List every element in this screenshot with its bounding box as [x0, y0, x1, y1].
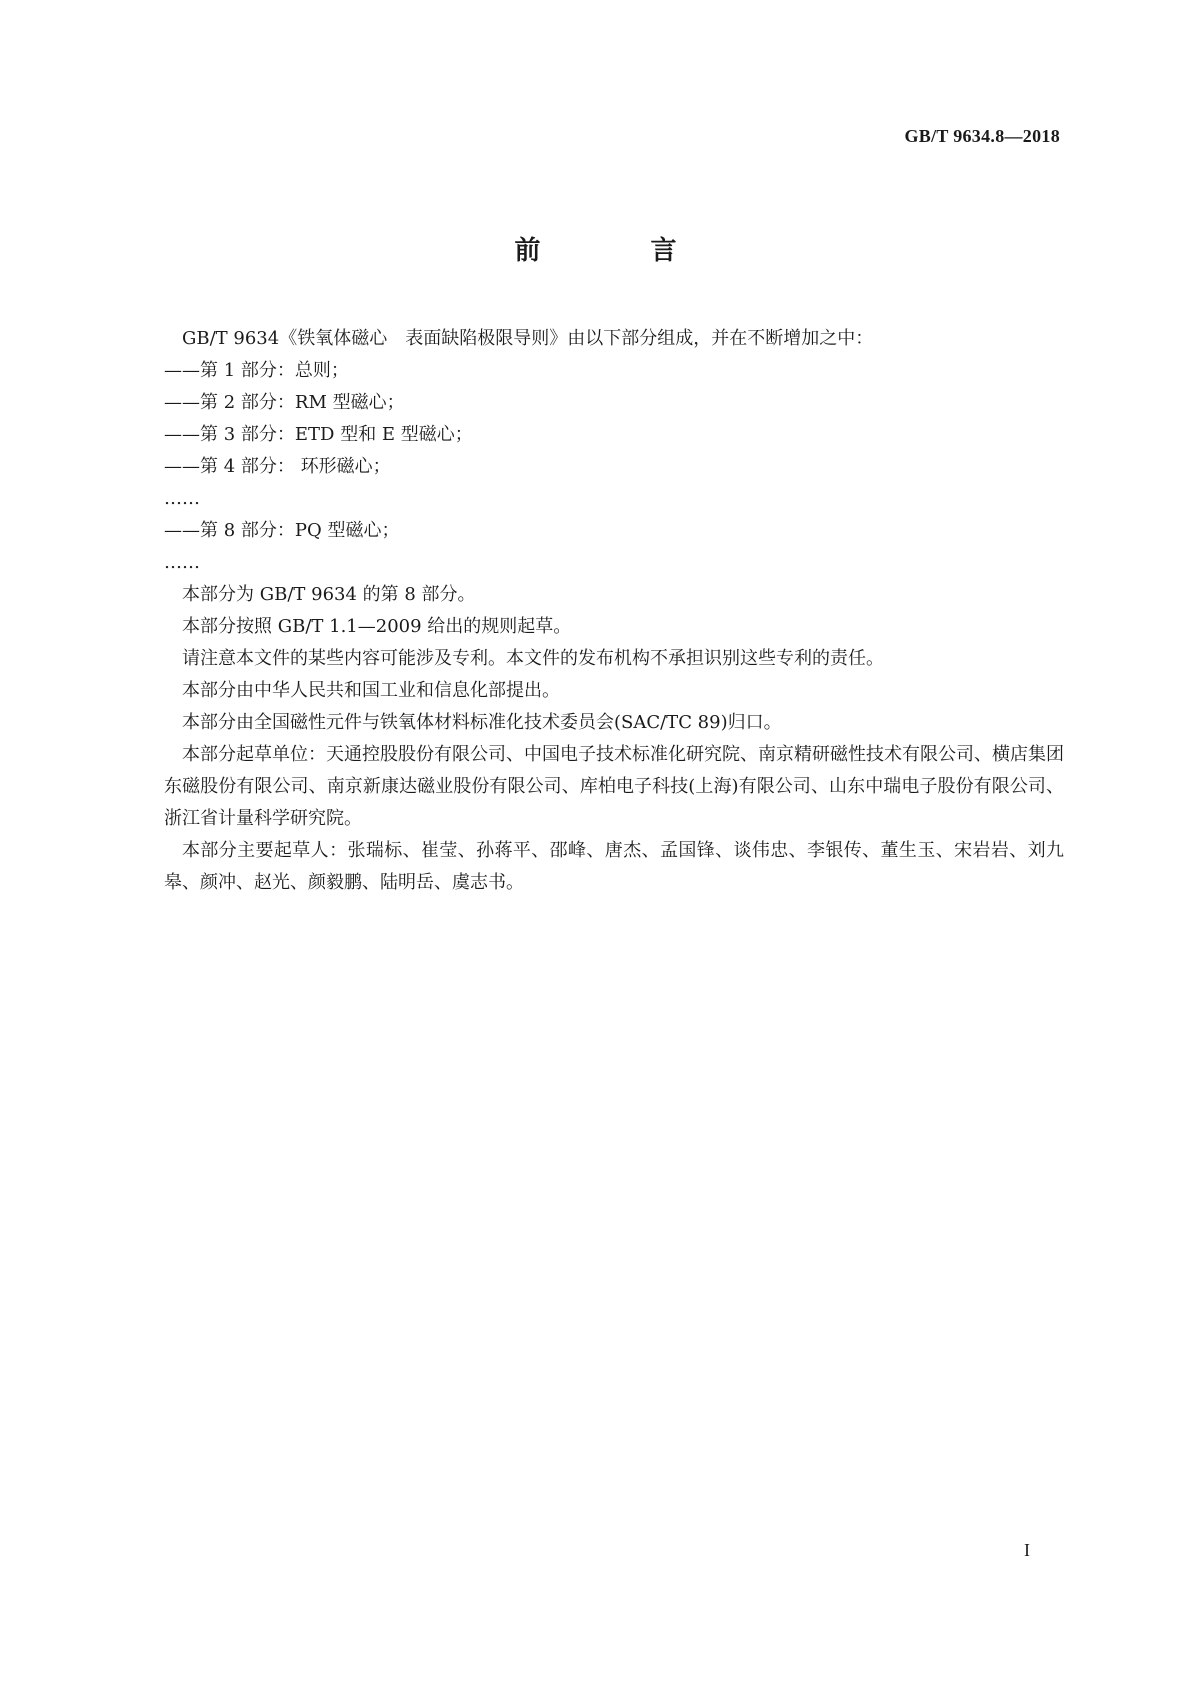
part-list-item: ——第 1 部分：总则； — [164, 360, 349, 381]
paragraph-part-of-series: 本部分为 GB/T 9634 的第 8 部分。 — [182, 584, 476, 605]
part-list-ellipsis: …… — [164, 552, 200, 573]
page-number: I — [1024, 1540, 1030, 1560]
foreword-body — [164, 323, 1064, 899]
part-list-item: ——第 3 部分：ETD 型和 E 型磁心； — [164, 424, 473, 445]
intro-paragraph: GB/T 9634《铁氧体磁心 表面缺陷极限导则》由以下部分组成，并在不断增加之中： — [182, 328, 874, 349]
part-list-ellipsis: …… — [164, 488, 200, 509]
page-title: 前 言 — [514, 236, 719, 266]
paragraph-centralized-by: 本部分由全国磁性元件与铁氧体材料标准化技术委员会(SAC/TC 89)归口。 — [182, 712, 782, 733]
part-list-item: ——第 8 部分：PQ 型磁心； — [164, 520, 400, 541]
paragraph-proposed-by: 本部分由中华人民共和国工业和信息化部提出。 — [182, 680, 560, 701]
paragraph-drafting-rules: 本部分按照 GB/T 1.1—2009 给出的规则起草。 — [182, 616, 572, 637]
paragraph-patent-notice: 请注意本文件的某些内容可能涉及专利。本文件的发布机构不承担识别这些专利的责任。 — [182, 648, 884, 669]
standard-code: GB/T 9634.8—2018 — [904, 126, 1060, 146]
paragraph-drafting-units: 本部分起草单位：天通控股股份有限公司、中国电子技术标准化研究院、南京精研磁性技术有限公司、横店集团东磁股份有限公司、南京新康达磁业股份有限公司、库柏电子科技(上海)有限公司、山东中瑞电子股份有限公司、浙江省计量科学研究院。 — [164, 744, 1064, 829]
part-list-item: ——第 4 部分： 环形磁心； — [164, 456, 391, 477]
part-list-item: ——第 2 部分：RM 型磁心； — [164, 392, 405, 413]
paragraph-drafters: 本部分主要起草人：张瑞标、崔莹、孙蒋平、邵峰、唐杰、孟国锋、谈伟忠、李银传、董生玉、宋岩岩、刘九皋、颜冲、赵光、颜毅鹏、陆明岳、虞志书。 — [164, 840, 1064, 893]
